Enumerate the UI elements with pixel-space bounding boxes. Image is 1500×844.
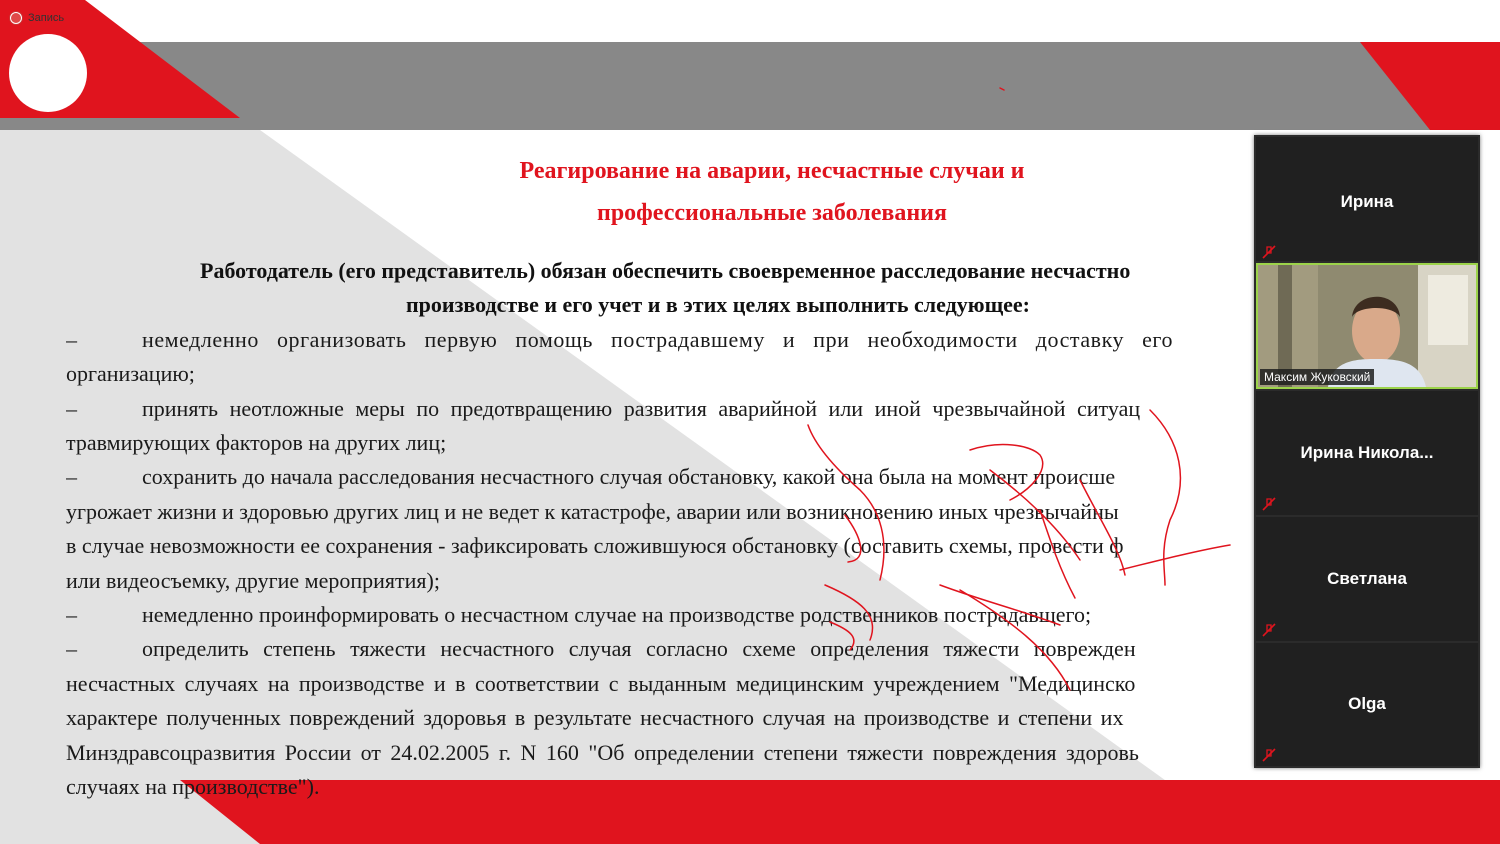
logo-circle xyxy=(9,34,87,112)
list-line: характере полученных повреждений здоровья в результате несчастного случая на производстве и степени их xyxy=(66,705,1124,731)
list-line: организацию; xyxy=(66,361,195,387)
participant-name: Ирина Никола... xyxy=(1300,443,1434,462)
recording-indicator xyxy=(10,12,64,24)
participant-name: Ирина xyxy=(1340,192,1394,211)
list-line: или видеосъемку, другие мероприятия); xyxy=(66,567,440,593)
participant-video-tile[interactable] xyxy=(1256,263,1478,389)
list-dash: – xyxy=(66,602,77,627)
slide-title xyxy=(380,150,1164,234)
title-line-2: профессиональные заболевания xyxy=(596,200,947,226)
list-dash: – xyxy=(66,395,77,421)
list-line: несчастных случаях на производстве и в соответствии с выданным медицинским учреждением "Медицинско xyxy=(66,670,1136,696)
list-line: Минздравсоцразвития России от 24.02.2005 г. N 160 "Об определении степени тяжести повреждения здоровь xyxy=(66,739,1139,765)
list-line: в случае невозможности ее сохранения - зафиксировать сложившуюся обстановку (составить схемы, провести ф xyxy=(66,533,1124,559)
participants-panel xyxy=(1254,135,1480,768)
list-dash: – xyxy=(66,464,77,490)
mic-muted-icon xyxy=(1262,748,1276,762)
participant-name: Olga xyxy=(1348,694,1386,713)
intro-line-2: производстве и его учет и в этих целях выполнить следующее: xyxy=(406,292,1030,318)
participant-name: Светлана xyxy=(1327,569,1407,588)
participant-tile[interactable] xyxy=(1256,517,1478,641)
participant-name: Максим Жуковский xyxy=(1260,369,1374,385)
participant-tile[interactable] xyxy=(1256,643,1478,766)
mic-muted-icon xyxy=(1262,497,1276,511)
list-line: травмирующих факторов на других лиц; xyxy=(66,430,447,455)
slide-body: Работодатель (его представитель) обязан обеспечить своевременное расследование несчастно производстве и его учет и в этих целях выполнить следующее: – немедленно организовать первую помощь пострадавшему и при необходимости доставку его организацию; – принять неотложные меры по предотвращению развития аварийной или иной чрезвычайной ситуац травмирующих факторов на других лиц; – сохранить до начала расследования несчастного случая обстановку, какой она была на момент происше угрожает жизни и здоровью других лиц и не ведет к катастрофе, аварии или возникновению иных чрезвычайны в случае невозможности ее сохранения - зафиксировать сложившуюся обстановку (составить схемы, провести ф или видеосъемку, другие мероприятия); – немедленно проинформировать о несчастном случае на производстве родственников пострадавщего; – определить степень тяжести несчастного случая согласно схеме определения тяжести поврежден несчастных случаях на производстве и в соответствии с выданным медицинским учреждением "Медицинско характере полученных повреждений здоровья в результате несчастного случая на производстве и степени их Минздравсоцразвития России от 24.02.2005 г. N 160 "Об определении степени тяжести повреждения здоровь случаях на производстве"). xyxy=(66,254,1254,814)
record-icon xyxy=(10,12,22,24)
participant-tile[interactable] xyxy=(1256,137,1478,261)
list-line: угрожает жизни и здоровью других лиц и не ведет к катастрофе, аварии или возникновению иных чрезвычайны xyxy=(66,498,1119,524)
title-line-1: Реагирование на аварии, несчастные случаи и xyxy=(519,158,1025,184)
list-dash: – xyxy=(66,326,77,352)
list-line: случаях на производстве"). xyxy=(66,774,320,799)
mic-muted-icon xyxy=(1262,623,1276,637)
recording-label: Запись xyxy=(28,12,65,24)
intro-line-1: Работодатель (его представитель) обязан обеспечить своевременное расследование несчастно xyxy=(200,258,1131,283)
participant-tile[interactable] xyxy=(1256,391,1478,515)
mic-muted-icon xyxy=(1262,245,1276,259)
list-dash: – xyxy=(66,636,77,662)
